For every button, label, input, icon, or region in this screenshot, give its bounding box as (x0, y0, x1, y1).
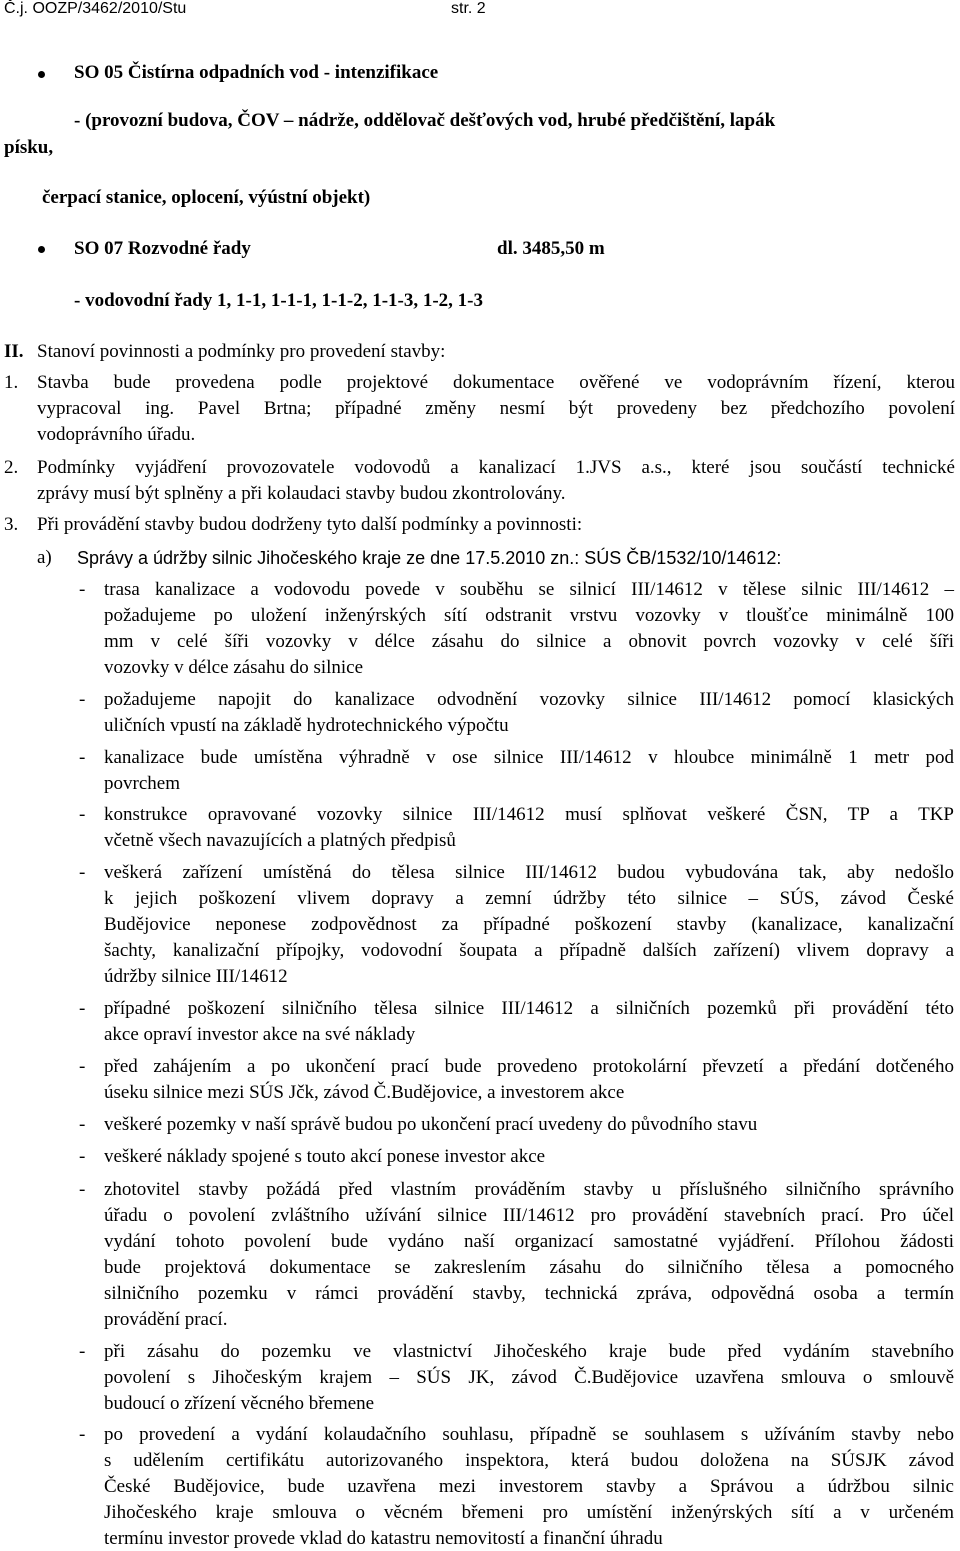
dash-item-line: před zahájením a po ukončení prací bude provedeno protokolární převzetí a předání dotčeného (104, 1056, 954, 1077)
dash-symbol: - (79, 1179, 86, 1200)
dash-item-line: kanalizace bude umístěna výhradně v ose silnice III/14612 v hloubce minimálně 1 metr pod (104, 747, 954, 768)
dash-symbol: - (79, 804, 86, 825)
dash-symbol: - (79, 1056, 86, 1077)
dash-item-line: vozovky v délce zásahu do silnice (104, 657, 364, 678)
so07-title: SO 07 Rozvodné řady (74, 238, 251, 259)
so05-title: SO 05 Čistírna odpadních vod - intenzifikace (74, 62, 439, 83)
dash-item-line: úseku silnice mezi SÚS Jčk, závod Č.Budějovice, a investorem akce (104, 1082, 625, 1103)
item2-line-2: zprávy musí být splněny a při kolaudaci stavby budou zkontrolovány. (37, 483, 566, 504)
dash-item-line: konstrukce opravované vozovky silnice III/14612 musí splňovat veškeré ČSN, TP a TKP (104, 804, 954, 825)
sub-item-label: a) (37, 547, 52, 568)
reference-number: Č.j. OOZP/3462/2010/Stu (4, 0, 187, 17)
dash-symbol: - (79, 1341, 86, 1362)
dash-item-line: k jejich poškození vlivem dopravy a zemní údržby této silnice – SÚS, závod České (104, 888, 954, 909)
item-number: 3. (4, 514, 19, 535)
item3-line-1: Při provádění stavby budou dodrženy tyto další podmínky a povinnosti: (37, 514, 583, 535)
dash-item-line: veškeré pozemky v naší správě budou po ukončení prací uvedeny do původního stavu (104, 1114, 758, 1135)
dash-symbol: - (79, 998, 86, 1019)
dash-item-line: vydání tohoto povolení bude vydáno naší organizací samostatné vyjádření. Přílohou žádosti (104, 1231, 954, 1252)
bullet-icon (38, 71, 45, 78)
page-header (4, 0, 954, 22)
dash-item-line: veškerá zařízení umístěná do tělesa silnice III/14612 budou vybudována tak, aby nedošlo (104, 862, 954, 883)
so07-subline: - vodovodní řady 1, 1-1, 1-1-1, 1-1-2, 1-1-3, 1-2, 1-3 (74, 290, 484, 311)
dash-item-line: silničního pozemku v rámci provádění stavby, technická zpráva, odpovědná osoba a termín (104, 1283, 954, 1304)
bullet-icon (38, 246, 45, 253)
so05-line-1: - (provozní budova, ČOV – nádrže, oddělovač dešťových vod, hrubé předčištění, lapák (74, 110, 776, 131)
dash-item-line: s udělením certifikátu autorizovaného inspektora, která budou doložena na SÚSJK závod (104, 1450, 954, 1471)
item-number: 2. (4, 457, 19, 478)
dash-item-line: bude projektová dokumentace se zakreslením zásahu do silničního tělesa a pomocného (104, 1257, 954, 1278)
dash-item-line: uličních vpustí na základě hydrotechnického výpočtu (104, 715, 509, 736)
dash-item-line: po provedení a vydání kolaudačního souhlasu, případně se souhlasem s užíváním stavby nebo (104, 1424, 954, 1445)
dash-item-line: povrchem (104, 773, 180, 794)
item-number: 1. (4, 372, 19, 393)
dash-symbol: - (79, 862, 86, 883)
so05-line-3: čerpací stanice, oplocení, výústní objekt) (42, 187, 371, 208)
dash-item-line: šachty, kanalizační přípojky, vodovodní šoupata a případně dalších zařízení) vlivem dopravy a (104, 940, 954, 961)
item1-line-2: vypracoval ing. Pavel Brtna; případné změny nesmí být provedeny bez předchozího povolení (37, 398, 955, 419)
item1-line-3: vodoprávního úřadu. (37, 424, 196, 445)
section-number: II. (4, 341, 24, 362)
dash-symbol: - (79, 1114, 86, 1135)
dash-symbol: - (79, 579, 86, 600)
section-title: Stanoví povinnosti a podmínky pro provedení stavby: (37, 341, 446, 362)
dash-item-line: České Budějovice, bude uzavřena mezi investorem stavby a Správou a údržbou silnic (104, 1476, 954, 1497)
dash-item-line: případné poškození silničního tělesa silnice III/14612 a silničních pozemků při provádění této (104, 998, 954, 1019)
dash-item-line: termínu investor provede vklad do katastru nemovitostí a finanční úhradu (104, 1528, 663, 1549)
item2-line-1: Podmínky vyjádření provozovatele vodovodů a kanalizací 1.JVS a.s., které jsou součástí technické (37, 457, 955, 478)
dash-symbol: - (79, 1146, 86, 1167)
dash-item-line: budoucí o zřízení věcného břemene (104, 1393, 375, 1414)
dash-symbol: - (79, 747, 86, 768)
dash-item-line: akce opraví investor akce na své náklady (104, 1024, 416, 1045)
dash-item-line: trasa kanalizace a vodovodu povede v souběhu se silnicí III/14612 v tělese silnic III/14612 – (104, 579, 954, 600)
so05-line-2: písku, (4, 137, 54, 158)
dash-symbol: - (79, 689, 86, 710)
dash-item-line: zhotovitel stavby požádá před vlastním prováděním stavby u příslušného silničního správního (104, 1179, 954, 1200)
dash-item-line: úřadu o povolení zvláštního užívání silnice III/14612 pro provádění stavebních prací. Pro účel (104, 1205, 954, 1226)
so07-length: dl. 3485,50 m (497, 238, 605, 259)
dash-item-line: provádění prací. (104, 1309, 228, 1330)
dash-item-line: veškeré náklady spojené s touto akcí ponese investor akce (104, 1146, 546, 1167)
dash-item-line: Budějovice neponese zodpovědnost za případné poškození stavby (kanalizace, kanalizační (104, 914, 954, 935)
item1-line-1: Stavba bude provedena podle projektové dokumentace ověřené ve vodoprávním řízení, kterou (37, 372, 955, 393)
dash-item-line: mm v celé šíři vozovky v délce zásahu do silnice a obnovit povrch vozovky v celé šíři (104, 631, 954, 652)
dash-item-line: povolení s Jihočeským krajem – SÚS JK, závod Č.Budějovice uzavřena smlouva o smlouvě (104, 1367, 954, 1388)
dash-item-line: požadujeme po uložení inženýrských sítí odstranit vrstvu vozovky v tloušťce minimálně 100 (104, 605, 954, 626)
page-number: str. 2 (451, 0, 486, 17)
dash-item-line: Jihočeského kraje smlouva o věcném břemeni pro umístění inženýrských sítí a v určeném (104, 1502, 954, 1523)
dash-item-line: údržby silnice III/14612 (104, 966, 288, 987)
dash-symbol: - (79, 1424, 86, 1445)
dash-item-line: požadujeme napojit do kanalizace odvodnění vozovky silnice III/14612 pomocí klasických (104, 689, 954, 710)
sub-item-text: Správy a údržby silnic Jihočeského kraje ze dne 17.5.2010 zn.: SÚS ČB/1532/10/14612: (77, 548, 782, 568)
dash-item-line: při zásahu do pozemku ve vlastnictví Jihočeského kraje bude před vydáním stavebního (104, 1341, 954, 1362)
dash-item-line: včetně všech navazujících a platných předpisů (104, 830, 456, 851)
